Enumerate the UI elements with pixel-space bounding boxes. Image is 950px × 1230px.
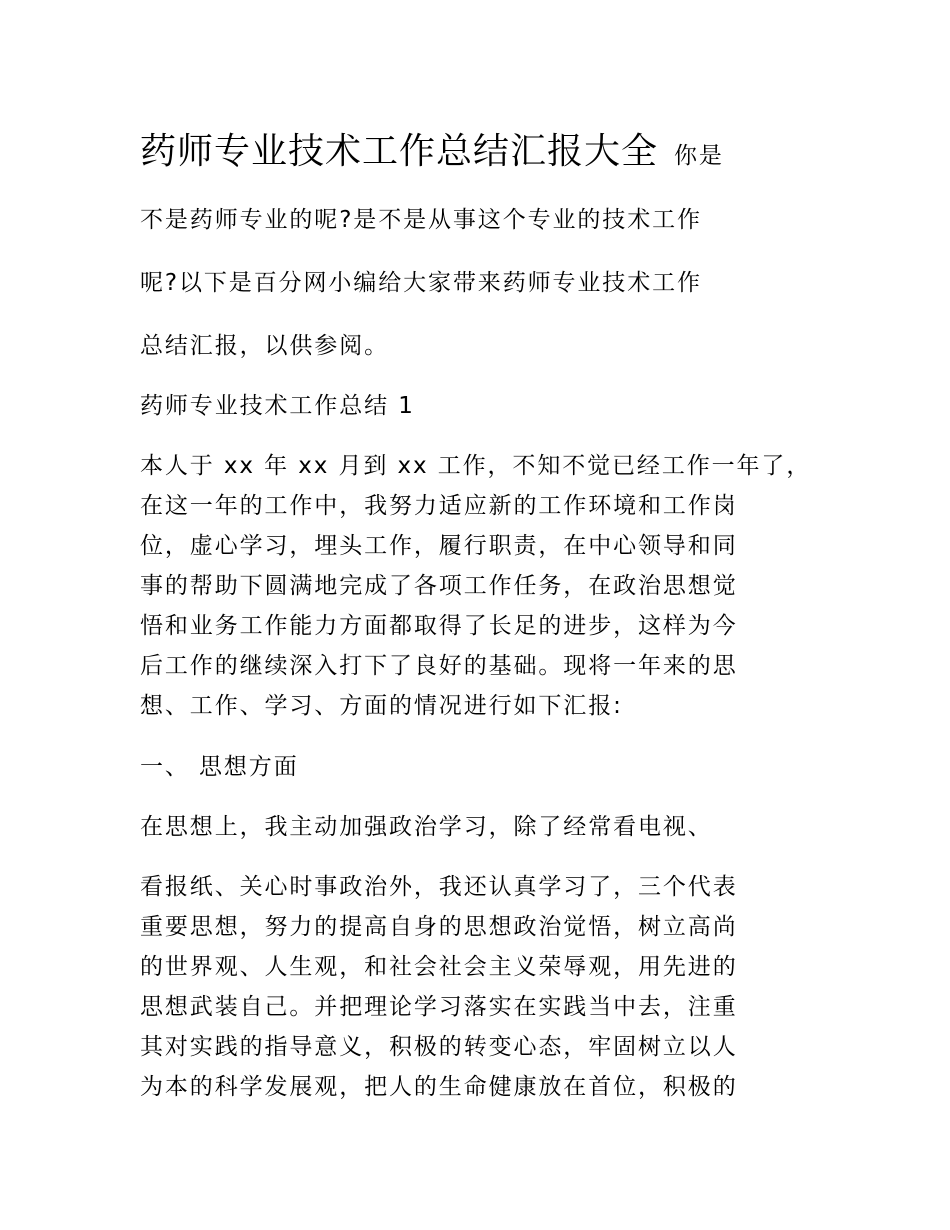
paragraph2-line-3: 重要思想，努力的提高自身的思想政治觉悟，树立高尚 [140,914,738,940]
paragraph2-line-7: 为本的科学发展观，把人的生命健康放在首位，积极的 [140,1074,738,1100]
paragraph2-line-4: 的世界观、人生观，和社会社会主义荣辱观，用先进的 [140,954,738,980]
paragraph1-line-6: 后工作的继续深入打下了良好的基础。现将一年来的思 [140,653,738,679]
paragraph2-line-6: 其对实践的指导意义，积极的转变心态，牢固树立以人 [140,1034,738,1060]
intro-line-4: 总结汇报，以供参阅。 [140,333,389,359]
intro-line-1: 你是 [674,143,724,169]
paragraph1-line-3: 位，虚心学习，埋头工作，履行职责，在中心领导和同 [140,533,738,559]
intro-line-3: 呢?以下是百分网小编给大家带来药师专业技术工作 [140,270,702,296]
paragraph1-line-7: 想、工作、学习、方面的情况进行如下汇报: [140,693,623,719]
subheading: 一、 思想方面 [140,754,299,780]
document-title: 药师专业技术工作总结汇报大全 [140,131,659,172]
paragraph2-line-5: 思想武装自己。并把理论学习落实在实践当中去，注重 [140,994,738,1020]
paragraph1-line-5: 悟和业务工作能力方面都取得了长足的进步，这样为今 [140,613,738,639]
paragraph1-line-4: 事的帮助下圆满地完成了各项工作任务，在政治思想觉 [140,573,738,599]
paragraph1-line-2: 在这一年的工作中，我努力适应新的工作环境和工作岗 [140,493,738,519]
paragraph1-line-1: 本人于 xx 年 xx 月到 xx 工作，不知不觉已经工作一年了， [140,453,812,479]
paragraph2-line-2: 看报纸、关心时事政治外，我还认真学习了，三个代表 [140,874,738,900]
title-line [140,130,724,174]
intro-line-2: 不是药师专业的呢?是不是从事这个专业的技术工作 [140,207,702,233]
paragraph2-line-1: 在思想上，我主动加强政治学习，除了经常看电视、 [140,814,713,840]
section-heading: 药师专业技术工作总结 1 [140,393,415,419]
